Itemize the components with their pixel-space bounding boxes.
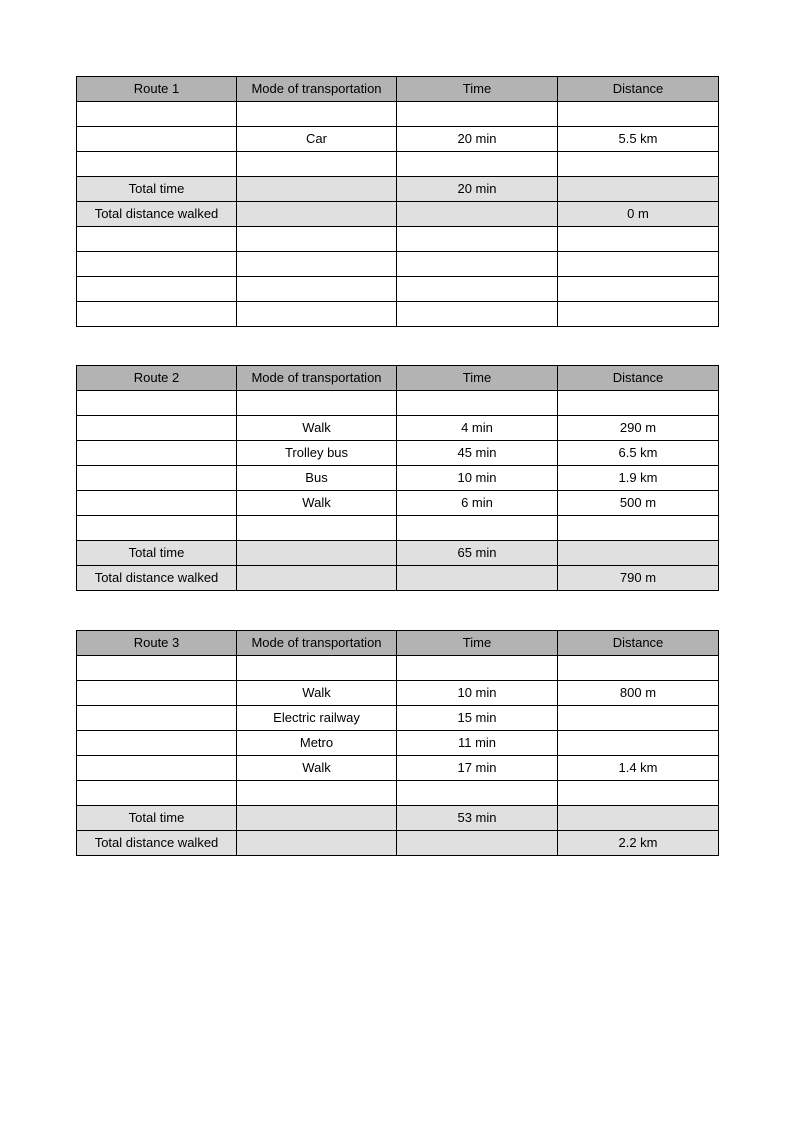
empty-cell (77, 731, 237, 756)
empty-cell (397, 831, 558, 856)
time-cell: 4 min (397, 416, 558, 441)
mode-cell: Trolley bus (237, 441, 397, 466)
mode-header: Mode of transportation (237, 631, 397, 656)
total-time-row (77, 177, 719, 202)
segment-row (77, 781, 719, 806)
empty-cell (77, 391, 237, 416)
segment-row (77, 102, 719, 127)
mode-cell: Walk (237, 681, 397, 706)
empty-cell (77, 127, 237, 152)
empty-cell (77, 706, 237, 731)
segment-row (77, 391, 719, 416)
time-cell (397, 656, 558, 681)
segment-row (77, 491, 719, 516)
empty-cell (237, 202, 397, 227)
mode-cell: Walk (237, 756, 397, 781)
mode-cell (237, 152, 397, 177)
mode-cell (237, 656, 397, 681)
segment-row (77, 127, 719, 152)
mode-cell: Walk (237, 416, 397, 441)
distance-cell: 6.5 km (558, 441, 719, 466)
distance-cell (558, 152, 719, 177)
distance-cell: 290 m (558, 416, 719, 441)
total-time-value: 65 min (397, 541, 558, 566)
mode-cell: Metro (237, 731, 397, 756)
empty-cell (237, 541, 397, 566)
mode-cell (237, 781, 397, 806)
segment-row (77, 656, 719, 681)
distance-cell: 800 m (558, 681, 719, 706)
time-cell: 10 min (397, 466, 558, 491)
empty-cell (77, 152, 237, 177)
time-cell: 17 min (397, 756, 558, 781)
empty-cell (558, 806, 719, 831)
empty-cell (77, 491, 237, 516)
distance-cell (558, 731, 719, 756)
route-1-table (76, 76, 719, 327)
distance-cell: 500 m (558, 491, 719, 516)
mode-cell: Walk (237, 491, 397, 516)
distance-cell (558, 706, 719, 731)
distance-cell (558, 656, 719, 681)
distance-cell (558, 102, 719, 127)
distance-cell (558, 391, 719, 416)
empty-cell (77, 781, 237, 806)
segment-row (77, 731, 719, 756)
empty-row (77, 252, 719, 277)
segment-row (77, 516, 719, 541)
empty-cell (237, 277, 397, 302)
empty-row (77, 227, 719, 252)
empty-cell (237, 831, 397, 856)
empty-cell (77, 466, 237, 491)
time-cell (397, 781, 558, 806)
empty-cell (558, 277, 719, 302)
time-cell: 20 min (397, 127, 558, 152)
mode-cell: Bus (237, 466, 397, 491)
empty-cell (397, 202, 558, 227)
time-cell: 11 min (397, 731, 558, 756)
total-time-value: 20 min (397, 177, 558, 202)
empty-cell (77, 252, 237, 277)
distance-cell: 1.4 km (558, 756, 719, 781)
empty-cell (77, 516, 237, 541)
total-distance-row (77, 202, 719, 227)
time-header: Time (397, 77, 558, 102)
time-cell (397, 102, 558, 127)
empty-cell (397, 227, 558, 252)
total-time-row (77, 541, 719, 566)
empty-cell (77, 302, 237, 327)
total-distance-value: 0 m (558, 202, 719, 227)
header-row (77, 77, 719, 102)
empty-cell (77, 441, 237, 466)
distance-cell (558, 516, 719, 541)
total-distance-row (77, 566, 719, 591)
time-cell: 15 min (397, 706, 558, 731)
empty-cell (237, 302, 397, 327)
empty-cell (397, 302, 558, 327)
empty-cell (397, 566, 558, 591)
route-name-header: Route 3 (77, 631, 237, 656)
segment-row (77, 152, 719, 177)
total-distance-label: Total distance walked (77, 202, 237, 227)
mode-cell (237, 391, 397, 416)
empty-cell (77, 102, 237, 127)
mode-header: Mode of transportation (237, 77, 397, 102)
distance-cell: 1.9 km (558, 466, 719, 491)
mode-cell: Car (237, 127, 397, 152)
empty-cell (397, 252, 558, 277)
empty-cell (237, 566, 397, 591)
segment-row (77, 416, 719, 441)
empty-cell (558, 302, 719, 327)
total-time-label: Total time (77, 541, 237, 566)
empty-cell (397, 277, 558, 302)
time-header: Time (397, 366, 558, 391)
route-name-header: Route 2 (77, 366, 237, 391)
empty-cell (237, 806, 397, 831)
empty-cell (77, 227, 237, 252)
time-cell (397, 152, 558, 177)
distance-cell: 5.5 km (558, 127, 719, 152)
total-time-value: 53 min (397, 806, 558, 831)
mode-cell: Electric railway (237, 706, 397, 731)
total-distance-row (77, 831, 719, 856)
empty-cell (558, 227, 719, 252)
route-2-table (76, 365, 719, 591)
empty-cell (77, 416, 237, 441)
time-header: Time (397, 631, 558, 656)
total-distance-value: 2.2 km (558, 831, 719, 856)
segment-row (77, 681, 719, 706)
mode-header: Mode of transportation (237, 366, 397, 391)
total-distance-label: Total distance walked (77, 566, 237, 591)
segment-row (77, 441, 719, 466)
segment-row (77, 756, 719, 781)
segment-row (77, 706, 719, 731)
empty-cell (77, 656, 237, 681)
empty-cell (558, 541, 719, 566)
total-distance-value: 790 m (558, 566, 719, 591)
header-row (77, 631, 719, 656)
empty-cell (77, 756, 237, 781)
total-time-row (77, 806, 719, 831)
route-name-header: Route 1 (77, 77, 237, 102)
distance-header: Distance (558, 631, 719, 656)
empty-cell (237, 177, 397, 202)
header-row (77, 366, 719, 391)
distance-header: Distance (558, 366, 719, 391)
mode-cell (237, 516, 397, 541)
empty-cell (237, 252, 397, 277)
time-cell (397, 391, 558, 416)
route-3-table (76, 630, 719, 856)
time-cell: 10 min (397, 681, 558, 706)
empty-cell (237, 227, 397, 252)
distance-header: Distance (558, 77, 719, 102)
total-distance-label: Total distance walked (77, 831, 237, 856)
empty-cell (558, 177, 719, 202)
time-cell: 6 min (397, 491, 558, 516)
empty-row (77, 277, 719, 302)
empty-row (77, 302, 719, 327)
segment-row (77, 466, 719, 491)
total-time-label: Total time (77, 177, 237, 202)
time-cell: 45 min (397, 441, 558, 466)
empty-cell (558, 252, 719, 277)
total-time-label: Total time (77, 806, 237, 831)
time-cell (397, 516, 558, 541)
empty-cell (77, 681, 237, 706)
mode-cell (237, 102, 397, 127)
distance-cell (558, 781, 719, 806)
empty-cell (77, 277, 237, 302)
